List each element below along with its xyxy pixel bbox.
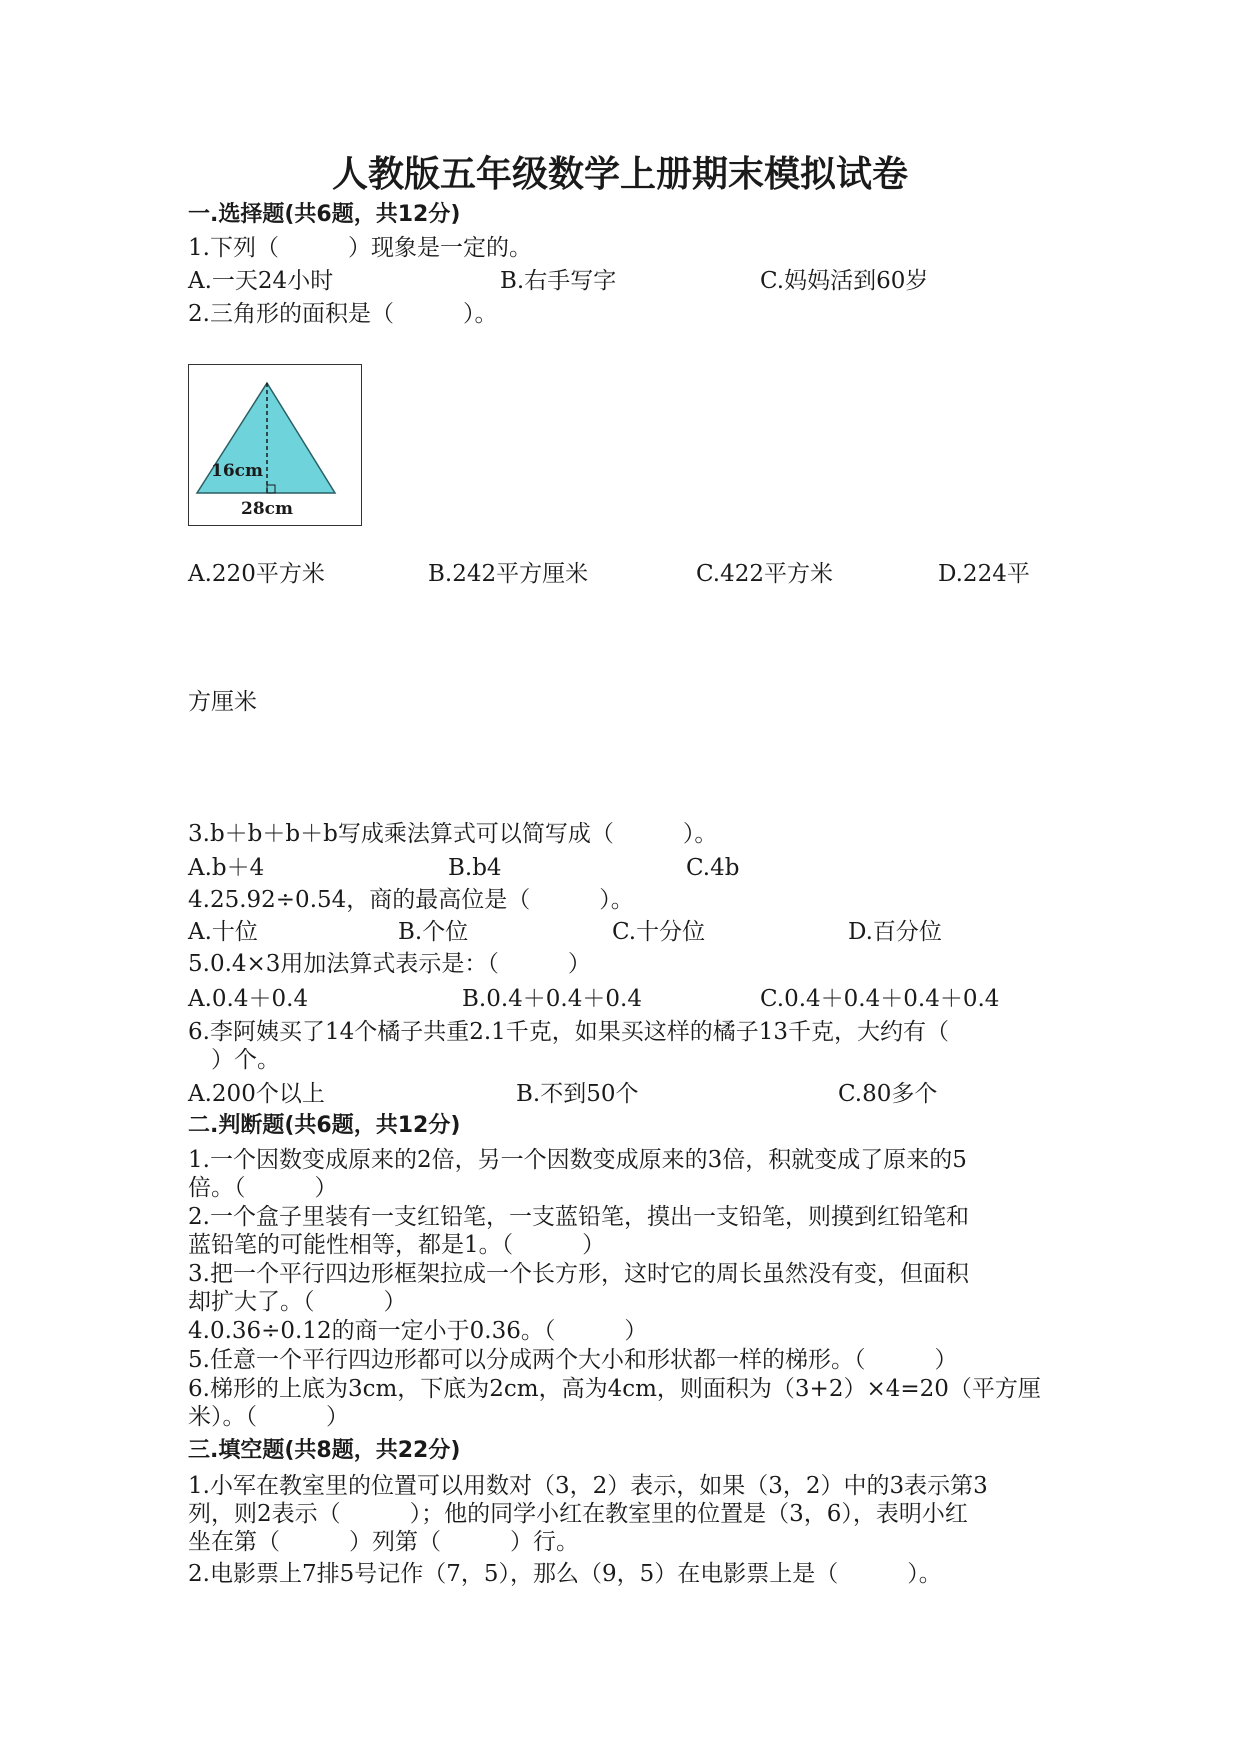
q3-option-c: C.4b [686, 855, 740, 881]
q6-option-a: A.200个以上 [188, 1081, 325, 1107]
q1-option-c: C.妈妈活到60岁 [760, 268, 929, 294]
judgment-q3-line2: 却扩大了。（ ） [188, 1289, 407, 1315]
judgment-q2-line1: 2.一个盒子里装有一支红铅笔，一支蓝铅笔，摸出一支铅笔，则摸到红铅笔和 [188, 1204, 969, 1230]
q4-option-b: B.个位 [398, 919, 469, 945]
q3-option-a: A.b＋4 [188, 855, 265, 881]
q6-option-b: B.不到50个 [516, 1081, 639, 1107]
fill-q1-line3: 坐在第（ ）列第（ ）行。 [188, 1529, 579, 1555]
q5-option-b: B.0.4＋0.4＋0.4 [462, 986, 642, 1012]
judgment-q4: 4.0.36÷0.12的商一定小于0.36。（ ） [188, 1318, 648, 1344]
q6-stem-line2: ）个。 [188, 1047, 280, 1073]
q2-option-b: B.242平方厘米 [428, 561, 589, 587]
fill-q2: 2.电影票上7排5号记作（7，5），那么（9，5）在电影票上是（ ）。 [188, 1561, 942, 1587]
height-label: 16cm [211, 461, 263, 481]
q5-stem: 5.0.4×3用加法算式表示是：（ ） [188, 951, 591, 977]
judgment-q2-line2: 蓝铅笔的可能性相等，都是1。（ ） [188, 1232, 606, 1258]
section-heading-choice: 一.选择题(共6题，共12分) [188, 202, 461, 227]
q5-option-a: A.0.4＋0.4 [188, 986, 309, 1012]
q2-option-c: C.422平方米 [696, 561, 833, 587]
q2-stem: 2.三角形的面积是（ ）。 [188, 301, 498, 327]
q1-option-b: B.右手写字 [500, 268, 617, 294]
judgment-q6-line2: 米）。（ ） [188, 1404, 349, 1430]
q5-option-c: C.0.4＋0.4＋0.4＋0.4 [760, 986, 1000, 1012]
q6-stem-line1: 6.李阿姨买了14个橘子共重2.1千克，如果买这样的橘子13千克，大约有（ [188, 1019, 950, 1045]
base-label: 28cm [241, 499, 293, 519]
section-heading-judgment: 二.判断题(共6题，共12分) [188, 1113, 461, 1138]
page-title: 人教版五年级数学上册期末模拟试卷 [331, 154, 908, 195]
judgment-q5: 5.任意一个平行四边形都可以分成两个大小和形状都一样的梯形。（ ） [188, 1347, 958, 1373]
section-heading-fill: 三.填空题(共8题，共22分) [188, 1438, 461, 1463]
q4-option-a: A.十位 [188, 919, 258, 945]
q4-option-d: D.百分位 [848, 919, 942, 945]
judgment-q6-line1: 6.梯形的上底为3cm，下底为2cm，高为4cm，则面积为（3+2）×4=20（平方厘 [188, 1376, 1041, 1402]
triangle-figure [188, 364, 362, 526]
fill-q1-line1: 1.小军在教室里的位置可以用数对（3，2）表示，如果（3，2）中的3表示第3 [188, 1473, 988, 1499]
judgment-q1-line2: 倍。（ ） [188, 1175, 338, 1201]
fill-q1-line2: 列，则2表示（ ）；他的同学小红在教室里的位置是（3，6），表明小红 [188, 1501, 968, 1527]
judgment-q3-line1: 3.把一个平行四边形框架拉成一个长方形，这时它的周长虽然没有变，但面积 [188, 1261, 969, 1287]
q1-option-a: A.一天24小时 [188, 268, 334, 294]
q3-stem: 3.b＋b＋b＋b写成乘法算式可以简写成（ ）。 [188, 821, 718, 847]
q2-option-a: A.220平方米 [188, 561, 325, 587]
q2-option-d-continued: 方厘米 [188, 689, 257, 715]
triangle-icon [189, 365, 361, 525]
q6-option-c: C.80多个 [838, 1081, 938, 1107]
q4-option-c: C.十分位 [612, 919, 706, 945]
q2-option-d: D.224平 [938, 561, 1030, 587]
q1-stem: 1.下列（ ）现象是一定的。 [188, 235, 532, 261]
judgment-q1-line1: 1.一个因数变成原来的2倍，另一个因数变成原来的3倍，积就变成了原来的5 [188, 1147, 967, 1173]
q3-option-b: B.b4 [448, 855, 502, 881]
q4-stem: 4.25.92÷0.54，商的最高位是（ ）。 [188, 887, 634, 913]
